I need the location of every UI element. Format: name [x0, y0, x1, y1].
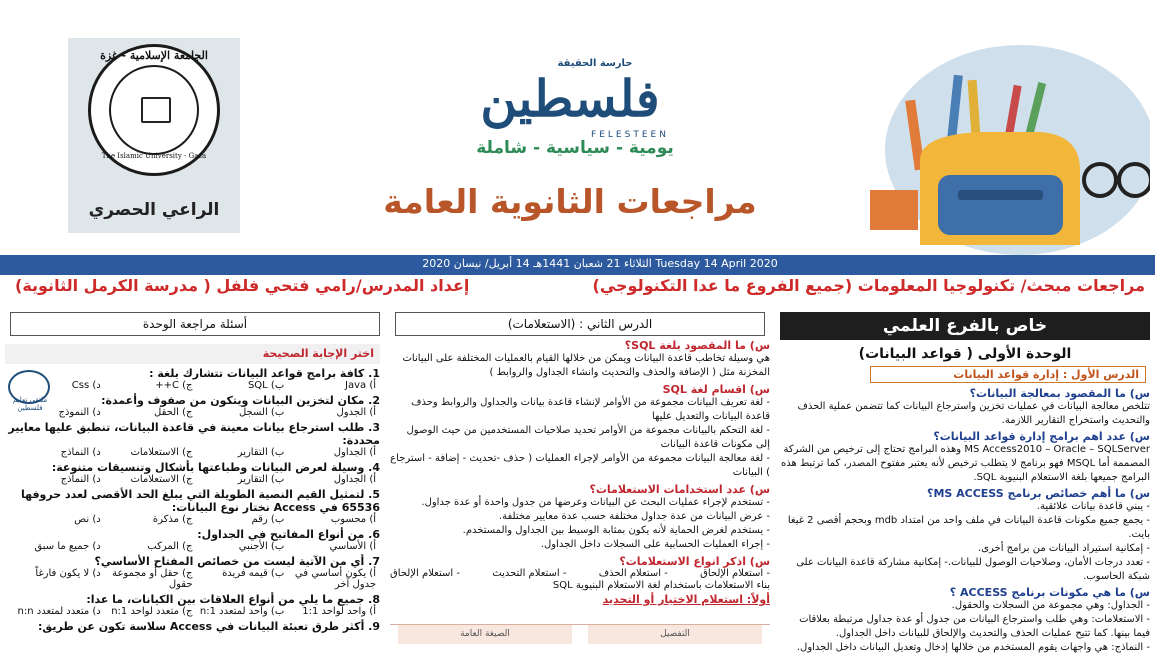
- mcq-options: [5, 606, 380, 617]
- answer-bullet: - لغة تعريف البيانات مجموعة من الأوامر لإنشاء قاعدة بيانات والجداول والروابط وحذف قاعدة البيانات والتعديل عليها: [390, 396, 770, 424]
- mcq-option: ج) متعدد لواحد n:1: [111, 606, 193, 617]
- newspaper-logo: فلسطين: [480, 69, 660, 128]
- query-type: - استعلام الحذف: [599, 568, 668, 579]
- mcq-option: ب) التقارير: [237, 447, 285, 458]
- mcq-options: [5, 568, 380, 590]
- seal-arabic-text: الجامعة الإسلامية - غزة: [100, 49, 208, 62]
- query-type: - استعلام الإلحاق: [700, 568, 770, 579]
- mcq-option: ج) الحقل: [154, 407, 193, 418]
- mcq-option: د) النماذج: [60, 447, 101, 458]
- instructions-label: اختر الإجابة الصحيحة: [5, 344, 380, 364]
- answer-bullet: - الجداول: وهي مجموعة من السجلات والحقول.: [780, 599, 1150, 613]
- mcq-option: ب) رقم: [251, 514, 285, 525]
- question-heading: س) ما أهم خصائص برنامج MS ACCESS؟: [927, 487, 1150, 500]
- syntax-table-header: [390, 624, 770, 644]
- mcq-option: ج) حقل أو مجموعة حقول: [112, 568, 193, 590]
- unit-title: الوحدة الأولى ( قواعد البيانات): [858, 346, 1072, 362]
- query-types-row: [390, 568, 770, 579]
- mcq-option: ج) المركب: [147, 541, 193, 552]
- page-title: مراجعات الثانوية العامة: [383, 182, 757, 221]
- answer-text: MS Access2010 – Oracle – SQLServer وهذه البرامج تحتاج إلى ترخيص من الشركة المصممة أما MSQL فهو برنامج لا يتطلب ترخيص لأنه يعتبر مفتوح المصدر، كما ترتبط هذه البرامج جميعها بلغة الاستعلام البنيوية SQL.: [781, 444, 1150, 483]
- mcq-option: أ) محسوب: [330, 514, 376, 525]
- question-heading: س) عدد اهم برامج إدارة قواعد البيانات؟: [933, 430, 1150, 443]
- mcq-option: أ) الأساسي: [329, 541, 376, 552]
- answer-bullet: - إجراء العمليات الحسابية على السجلات داخل الجداول.: [390, 538, 770, 552]
- query-type: - استعلام التحديث: [492, 568, 566, 579]
- mcq-option: أ) الجداول: [333, 447, 376, 458]
- mcq-options: [5, 380, 380, 391]
- review-heading: أسئلة مراجعة الوحدة: [10, 312, 380, 336]
- mcq-options: [5, 474, 380, 485]
- question-heading: س) ما هي مكونات برنامج ACCESS ؟: [949, 586, 1150, 599]
- mcq-option: د) نص: [74, 514, 101, 525]
- mcq-option: أ) Java: [345, 380, 376, 391]
- question-heading: س) ما المقصود بمعالجة البيانات؟: [969, 387, 1150, 400]
- seal-inner-ring: [109, 65, 199, 155]
- left-column: [5, 312, 380, 655]
- sub-heading: أولاً: استعلام الاختيار أو التحديد: [602, 593, 770, 606]
- lesson-title: الدرس الأول : إدارة قواعد البيانات: [870, 366, 1146, 383]
- answer-bullet: - إمكانية استيراد البيانات من برامج أخرى.: [780, 542, 1150, 556]
- answer-text: هي وسيلة تخاطب قاعدة البيانات ويمكن من خلالها القيام بالعمليات المختلفة على البيانات المخزنة مثل ( الإضافة والحذف والتحديث وانشاء الجداول والروابط ): [402, 353, 770, 378]
- mcq-options: [5, 407, 380, 418]
- answer-text: بناء الاستعلامات باستخدام لغة الاستعلام البنيوية SQL: [552, 580, 770, 591]
- mcq-option: د) جميع ما سبق: [34, 541, 101, 552]
- school-bag-illustration: [850, 40, 1150, 260]
- mcq-options: [5, 541, 380, 552]
- mcq-options: [5, 514, 380, 525]
- mcq-question: 1. كافة برامج قواعد البيانات تتشارك بلغة :: [149, 367, 380, 380]
- answer-bullet: - يستخدم لغرض الحماية لأنه يكون بمثابة الوسيط بين الجداول والمستخدم.: [390, 524, 770, 538]
- middle-column: [390, 312, 770, 655]
- answer-bullet: - يجمع جميع مكونات قاعدة البيانات في ملف واحد من امتداد mdb وبحجم أقصى 2 غيغا بايت.: [780, 514, 1150, 542]
- mcq-option: ج) الاستعلامات: [130, 447, 193, 458]
- section-banner: خاص بالفرع العلمي: [780, 312, 1150, 340]
- question-heading: س) اذكر انواع الاستعلامات؟: [619, 555, 770, 568]
- mcq-option: د) النموذج: [58, 407, 101, 418]
- exclusive-sponsor-label: الراعي الحصري: [88, 200, 220, 220]
- mcq-question: 2. مكان لتخزين البيانات ويتكون من صفوف وأعمدة:: [101, 394, 380, 407]
- university-seal-logo: [88, 44, 220, 176]
- mcq-option: ج) C++: [155, 380, 193, 391]
- mcq-option: ب) قيمه فريدة: [222, 568, 285, 579]
- question-heading: س) اقسام لغة SQL: [662, 383, 770, 396]
- answer-bullet: - لغة التحكم بالبيانات مجموعة من الأوامر تحديد صلاحيات المستخدمين من حيث الوصول إلى مكونات قاعدة البيانات: [390, 424, 770, 452]
- mcq-option: ب) السجل: [238, 407, 285, 418]
- mcq-question: 3. طلب استرجاع بيانات معينة في قاعدة البيانات، تنطبق عليها معايير محددة:: [8, 421, 380, 447]
- answer-bullet: - النماذج: هي واجهات يقوم المستخدم من خلالها إدخال وتعديل البيانات داخل الجداول.: [780, 641, 1150, 655]
- question-heading: س) ما المقصود بلغة SQL؟: [624, 339, 770, 352]
- mcq-question: 7. أي من الآتية ليست من خصائص المفتاح الأساسي؟: [94, 555, 380, 568]
- mcq-option: د) لا يكون فارغاً: [35, 568, 101, 579]
- answer-bullet: - الاستعلامات: وهي طلب واسترجاع البيانات من جدول أو عدة جداول مرتبطة بعلاقات فيما بينها. كما تتيح عمليات الحذف والتحديث والإلحاق للبيانات داخل الجداول.: [780, 613, 1150, 641]
- mcq-option: د) النماذج: [60, 474, 101, 485]
- table-header-cell: التفصيل: [588, 625, 762, 644]
- mcq-option: أ) يكون أساسي في جدول آخر: [294, 568, 376, 590]
- seal-english-text: The Islamic University - Gaza: [101, 152, 207, 160]
- subject-heading: مراجعات مبحث/ تكنولوجيا المعلومات (جميع الفروع ما عدا التكنولوجي): [592, 276, 1145, 295]
- answer-bullet: - عرض البيانات من عدة جداول مختلفة حسب عدة معايير مختلفة.: [390, 510, 770, 524]
- mcq-option: ب) SQL: [247, 380, 285, 391]
- mcq-option: أ) الجداول: [333, 474, 376, 485]
- answer-bullet: - لغة معالجة البيانات مجموعة من الأوامر لإجراء العمليات ( حذف -تحديث - إضافة - استرجاع ) البيانات: [390, 452, 770, 480]
- answer-text: تتلخص معالجة البيانات في عمليات تخزين واسترجاع البيانات كما تتضمن عملية الحذف والتحديث واستخراج التقارير اللازمة.: [797, 401, 1150, 426]
- mcq-question: 4. وسيلة لعرض البيانات وطباعتها بأشكال وتنسيقات متنوعة:: [51, 461, 380, 474]
- lesson-heading: الدرس الثاني : (الاستعلامات): [395, 312, 765, 336]
- mcq-option: د) Css: [71, 380, 101, 391]
- teacher-credit: إعداد المدرس/رامي فتحي فلفل ( مدرسة الكرمل الثانوية): [15, 276, 470, 295]
- query-type: - استعلام الإلحاق: [390, 568, 460, 579]
- mcq-option: ج) مذكرة: [152, 514, 193, 525]
- newspaper-tagline: يومية - سياسية - شاملة: [476, 138, 674, 158]
- mcq-option: ب) الأجنبي: [238, 541, 285, 552]
- mcq-option: أ) الجدول: [336, 407, 376, 418]
- table-header-cell: الصيغة العامة: [398, 625, 572, 644]
- mcq-options: [5, 447, 380, 458]
- answer-bullet: - تعدد درجات الأمان، وصلاحيات الوصول للبيانات.- إمكانية مشاركة قاعدة البيانات على شبكة الحاسوب.: [780, 556, 1150, 584]
- right-column: [780, 312, 1150, 655]
- mcq-question: 5. لتمثيل القيم النصية الطويلة التي يبلغ الحد الأقصى لعدد حروفها 65536 في Access نختار نوع البيانات:: [20, 488, 380, 514]
- mcq-option: ج) الاستعلامات: [130, 474, 193, 485]
- mcq-question: 6. من أنواع المفاتيح في الجداول:: [197, 528, 380, 541]
- book-icon: [141, 97, 171, 123]
- issue-date: الثلاثاء 21 شعبان 1441هـ 14 أبريل/ نيسان 2020 Tuesday 14 April 2020: [422, 257, 778, 270]
- education-forum-caption: ملتقى تعليم فلسطين: [12, 396, 48, 412]
- mcq-option: ب) واحد لمتعدد 1:n: [199, 606, 285, 617]
- mcq-option: د) متعدد لمتعدد n:n: [17, 606, 101, 617]
- newspaper-logo-english: FELESTEEN: [591, 130, 669, 140]
- mcq-question: 8. جميع ما يلي من أنواع العلاقات بين الكيانات، ما عدا:: [86, 593, 380, 606]
- mcq-option: ب) التقارير: [237, 474, 285, 485]
- question-heading: س) عدد استخدامات الاستعلامات؟: [589, 483, 770, 496]
- mcq-question: 9. أكثر طرق تعبئة البيانات في Access سلاسة تكون عن طريق:: [38, 620, 380, 633]
- answer-bullet: - يبني قاعدة بيانات علائقية.: [780, 500, 1150, 514]
- answer-bullet: - تستخدم لإجراء عمليات البحث عن البيانات وعرضها من جدول واحدة أو عدة جداول.: [390, 496, 770, 510]
- brand-slogan: حارسة الحقيقة: [557, 58, 633, 69]
- mcq-option: أ) واحد لواحد 1:1: [302, 606, 376, 617]
- newspaper-header: [0, 0, 1155, 255]
